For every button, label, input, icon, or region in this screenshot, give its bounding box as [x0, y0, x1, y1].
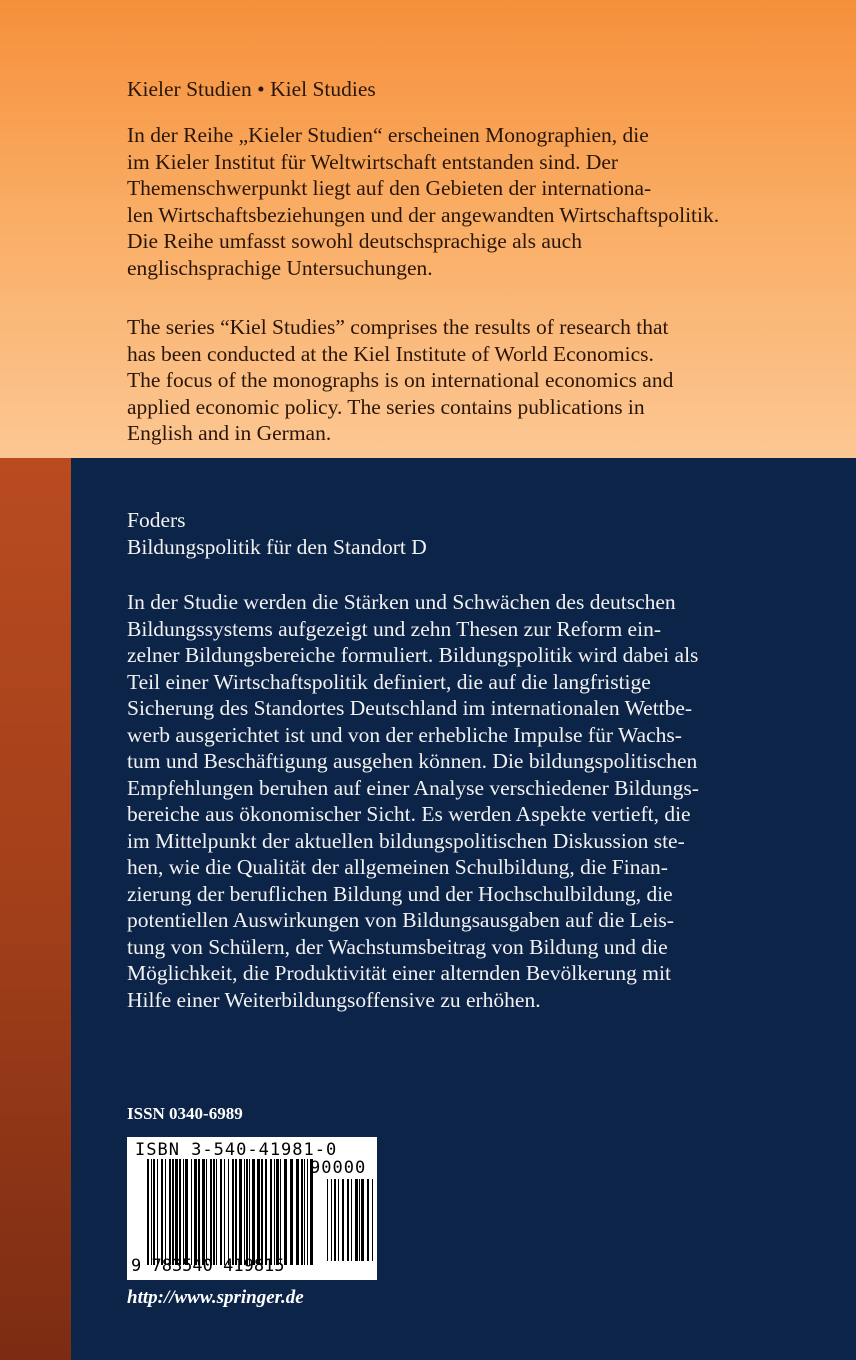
barcode-bar — [274, 1159, 275, 1265]
publisher-url[interactable]: http://www.springer.de — [127, 1287, 304, 1308]
barcode-bar — [296, 1159, 299, 1265]
text-line: has been conducted at the Kiel Institute of World Economics. — [127, 341, 654, 366]
barcode-bar — [331, 1179, 332, 1261]
barcode-bar — [372, 1179, 373, 1261]
barcode-bar — [249, 1159, 250, 1265]
spine-strip — [0, 458, 71, 1360]
barcode-bar — [252, 1159, 255, 1265]
barcode-bar — [280, 1159, 281, 1265]
barcode-bar — [175, 1159, 178, 1265]
barcode-bar — [361, 1179, 364, 1261]
barcode-bar — [334, 1179, 336, 1261]
blurb — [127, 589, 699, 1013]
barcode-bar — [347, 1179, 349, 1261]
barcode-bar — [191, 1159, 192, 1265]
barcode-bar — [224, 1159, 225, 1265]
barcode-bar — [301, 1159, 303, 1265]
barcode-bar — [183, 1159, 184, 1265]
isbn-text: ISBN 3-540-41981-0 — [135, 1140, 338, 1160]
text-line: Möglichkeit, die Produktivität einer alternden Bevölkerung mit — [127, 961, 671, 985]
text-line: potentiellen Auswirkungen von Bildungsausgaben auf die Leis- — [127, 908, 674, 932]
series-header: Kieler Studien • Kiel Studies — [127, 77, 376, 101]
series-description-en — [127, 314, 673, 447]
barcode-bar — [157, 1159, 158, 1265]
text-line: applied economic policy. The series contains publications in — [127, 394, 645, 419]
isbn-barcode — [127, 1137, 377, 1280]
barcode-bar — [210, 1159, 212, 1265]
barcode-bar — [270, 1159, 272, 1265]
barcode-bar — [161, 1159, 163, 1265]
text-line: bereiche aus ökonomischer Sicht. Es werden Aspekte vertieft, die — [127, 802, 691, 826]
text-line: English and in German. — [127, 421, 332, 445]
issn: ISSN 0340-6989 — [127, 1104, 243, 1123]
barcode-bar — [220, 1159, 222, 1265]
text-line: Teil einer Wirtschaftspolitik definiert, die auf die langfristige — [127, 669, 651, 694]
barcode-bar — [290, 1159, 293, 1265]
text-line: In der Reihe „Kieler Studien“ erscheinen Monographien, die — [127, 123, 649, 147]
barcode-bar — [265, 1159, 267, 1265]
barcode-bar — [355, 1179, 358, 1261]
barcode-bar — [367, 1179, 369, 1261]
text-line: werb ausgerichtet ist und von der erhebliche Impulse für Wachs- — [127, 722, 682, 747]
text-line: hen, wie die Qualität der allgemeinen Schulbildung, die Finan- — [127, 855, 668, 879]
barcode-bar — [194, 1159, 197, 1265]
barcode-bar — [351, 1179, 352, 1261]
text-line: The focus of the monographs is on international economics and — [127, 368, 674, 392]
text-line: zierung der beruflichen Bildung und der Hochschulbildung, die — [127, 881, 673, 906]
barcode-bar — [153, 1159, 155, 1265]
text-line: Sicherung des Standortes Deutschland im internationalen Wettbe- — [127, 696, 693, 720]
barcode-bar — [246, 1159, 248, 1265]
barcode-bar — [151, 1159, 152, 1265]
barcode-bar — [257, 1159, 260, 1265]
barcode-bar — [338, 1179, 339, 1261]
barcode-bar — [244, 1159, 245, 1265]
text-line: In der Studie werden die Stärken und Schwächen des deutschen — [127, 590, 676, 614]
barcode-bar — [228, 1159, 229, 1265]
book-title: Bildungspolitik für den Standort D — [127, 535, 427, 559]
barcode-bar — [359, 1179, 360, 1261]
text-line: im Mittelpunkt der aktuellen bildungspolitischen Diskussion ste- — [127, 828, 685, 853]
barcode-bar — [304, 1159, 305, 1265]
barcode-bar — [284, 1159, 287, 1265]
text-line: zelner Bildungsbereiche formuliert. Bildungspolitik wird dabei als — [127, 643, 699, 667]
barcode-bar — [172, 1159, 174, 1265]
text-line: Hilfe einer Weiterbildungsoffensive zu erhöhen. — [127, 987, 541, 1012]
barcode-bar — [202, 1159, 205, 1265]
barcode-bar — [235, 1159, 237, 1265]
text-line: englischsprachige Untersuchungen. — [127, 255, 433, 280]
barcode-bar — [185, 1159, 188, 1265]
ean-number: 9 783540 419815 — [131, 1256, 285, 1276]
text-line: The series “Kiel Studies” comprises the results of research that — [127, 315, 669, 339]
barcode-bar — [206, 1159, 207, 1265]
barcode-bar — [307, 1159, 308, 1265]
barcode-bar — [165, 1159, 166, 1265]
text-line: Empfehlungen beruhen auf einer Analyse verschiedener Bildungs- — [127, 775, 699, 800]
author: Foders — [127, 508, 186, 532]
barcode-bar — [276, 1159, 279, 1265]
barcode-bar — [213, 1159, 215, 1265]
barcode-bar — [147, 1159, 149, 1265]
text-line: tum und Beschäftigung ausgehen können. Die bildungspolitischen — [127, 749, 698, 773]
text-line: tung von Schülern, der Wachstumsbeitrag von Bildung und die — [127, 934, 668, 959]
barcode-bar — [232, 1159, 234, 1265]
barcode-bar — [261, 1159, 263, 1265]
series-description-de — [127, 122, 719, 281]
barcode-bar — [198, 1159, 200, 1265]
addon-number: 90000 — [310, 1158, 367, 1178]
barcode-bar — [239, 1159, 242, 1265]
text-line: im Kieler Institut für Weltwirtschaft entstanden sind. Der — [127, 149, 619, 174]
barcode-bar — [179, 1159, 181, 1265]
text-line: len Wirtschaftsbeziehungen und der angewandten Wirtschaftspolitik. — [127, 202, 720, 227]
text-line: Themenschwerpunkt liegt auf den Gebieten der internationa- — [127, 176, 652, 200]
text-line: Bildungssystems aufgezeigt und zehn Thesen zur Reform ein- — [127, 616, 661, 641]
barcode-bar — [327, 1179, 328, 1261]
barcode-bar — [342, 1179, 344, 1261]
barcode-bar — [216, 1159, 217, 1265]
text-line: Die Reihe umfasst sowohl deutschsprachige als auch — [127, 229, 582, 253]
barcode-bar — [169, 1159, 171, 1265]
